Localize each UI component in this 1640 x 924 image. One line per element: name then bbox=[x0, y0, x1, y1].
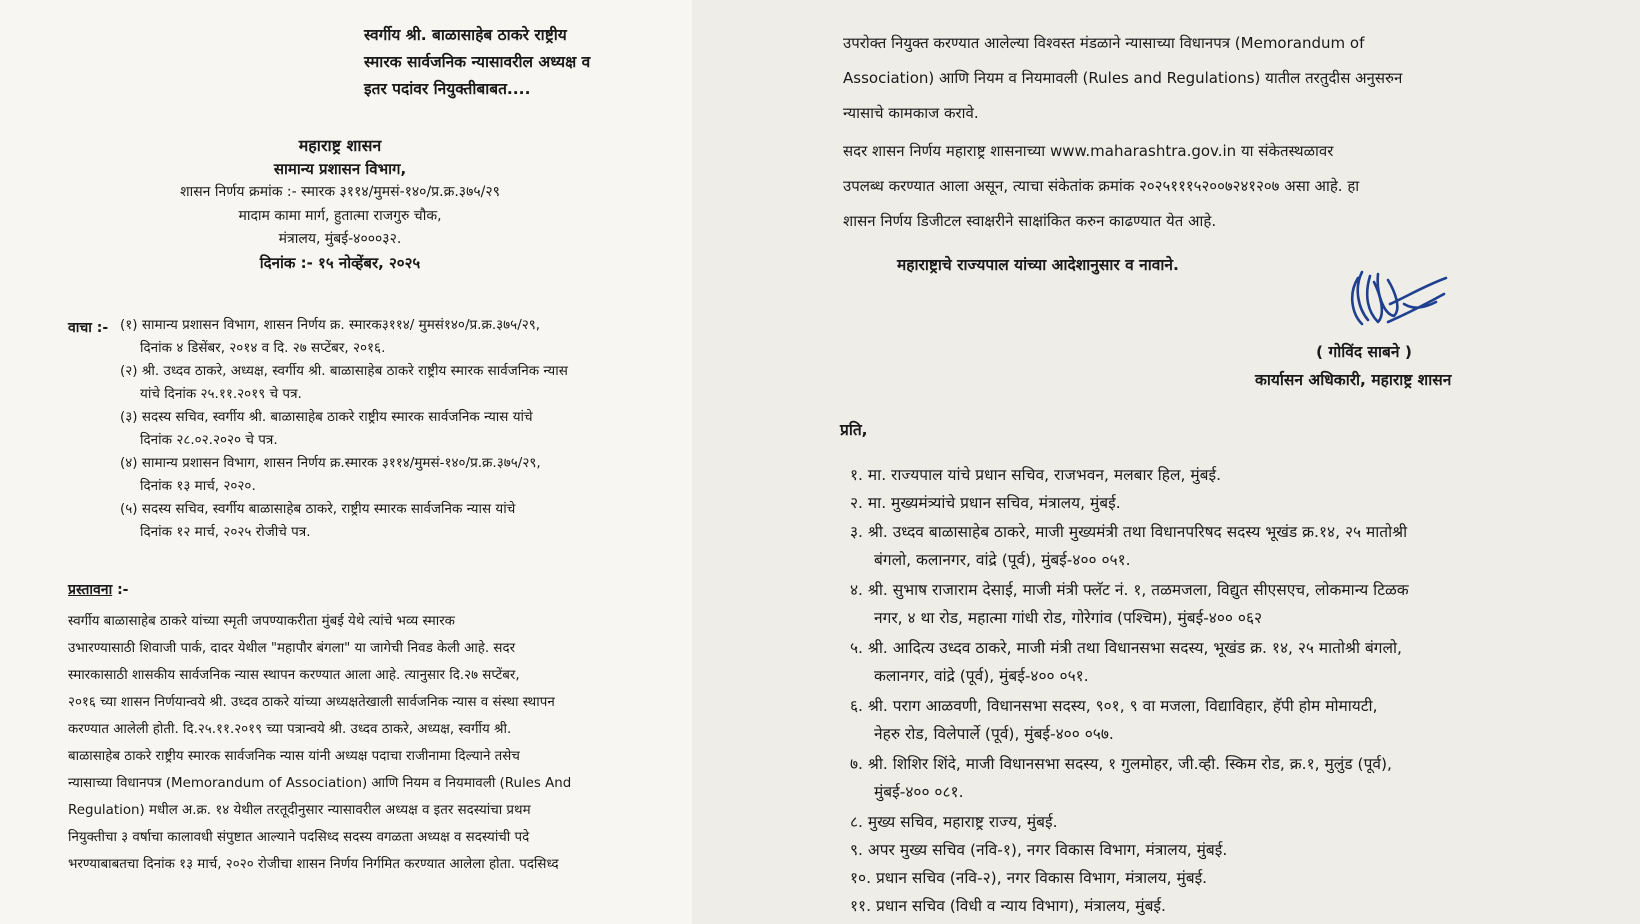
reference-line: (२) श्री. उध्दव ठाकरे, अध्यक्ष, स्वर्गीय श्री. बाळासाहेब ठाकरे राष्ट्रीय स्मारक सार्वजनिक न्यास bbox=[120, 363, 568, 379]
subject-line: स्वर्गीय श्री. बाळासाहेब ठाकरे राष्ट्रीय bbox=[364, 26, 567, 44]
copy-to-line: कलानगर, वांद्रे (पूर्व), मुंबई-४०० ०५१. bbox=[874, 667, 1089, 685]
governor-order-line: महाराष्ट्राचे राज्यपाल यांच्या आदेशानुसार व नावाने. bbox=[897, 256, 1179, 274]
reference-line: दिनांक १३ मार्च, २०२०. bbox=[140, 478, 256, 494]
copy-to-line: १. मा. राज्यपाल यांचे प्रधान सचिव, राजभवन, मलबार हिल, मुंबई. bbox=[850, 466, 1221, 484]
reference-line: दिनांक २८.०२.२०२० चे पत्र. bbox=[140, 432, 278, 448]
copy-to-line: ५. श्री. आदित्य उध्दव ठाकरे, माजी मंत्री तथा विधानसभा सदस्य, भूखंड क्र. १४, २५ मातोश्री बंगलो, bbox=[850, 639, 1402, 657]
signatory-designation: कार्यासन अधिकारी, महाराष्ट्र शासन bbox=[1255, 371, 1452, 389]
paragraph-line: २०१६ च्या शासन निर्णयान्वये श्री. उध्दव ठाकरे यांच्या अध्यक्षतेखाली सार्वजनिक न्यास व संस्था स्थापन bbox=[68, 695, 555, 710]
copy-to-item bbox=[850, 836, 1590, 864]
website-paragraph bbox=[843, 134, 1583, 239]
reference-line: दिनांक १२ मार्च, २०२५ रोजीचे पत्र. bbox=[140, 524, 311, 540]
copy-to-line: ३. श्री. उध्दव बाळासाहेब ठाकरे, माजी मुख्यमंत्री तथा विधानपरिषद सदस्य भूखंड क्र.१४, २५ मातोश्री bbox=[850, 523, 1408, 541]
copy-to-item bbox=[850, 808, 1590, 836]
document-header bbox=[130, 134, 550, 275]
address-line-1: मादाम कामा मार्ग, हुतात्मा राजगुरु चौक, bbox=[238, 207, 442, 224]
paragraph-line: उभारण्यासाठी शिवाजी पार्क, दादर येथील "महापौर बंगला" या जागेची निवड केली आहे. सदर bbox=[68, 641, 516, 656]
subject-block bbox=[364, 22, 664, 103]
department-name: सामान्य प्रशासन विभाग, bbox=[273, 159, 407, 178]
reference-line: दिनांक ४ डिसेंबर, २०१४ व दि. २७ सप्टेंबर, २०१६. bbox=[140, 340, 386, 356]
reference-item bbox=[120, 498, 660, 544]
paragraph-line: न्यासाच्या विधानपत्र (Memorandum of Association) आणि नियम व नियमावली (Rules And bbox=[68, 776, 572, 791]
copy-to-line: ४. श्री. सुभाष राजाराम देसाई, माजी मंत्री फ्लॅट नं. १, तळमजला, विद्युत सीएसएच, लोकमान्य टिळक bbox=[850, 581, 1409, 599]
copy-to-line: ६. श्री. पराग आळवणी, विधानसभा सदस्य, ९०१, ९ वा मजला, विद्याविहार, हॅपी होम मोमायटी, bbox=[850, 697, 1378, 715]
paragraph-line: नियुक्तीचा ३ वर्षाचा कालावधी संपुष्टात आल्याने पदसिध्द सदस्य वगळता अध्यक्ष व सदस्यांची पदे bbox=[68, 830, 530, 845]
prastavana-paragraph bbox=[68, 608, 640, 878]
copy-to-line: ११. प्रधान सचिव (विधी व न्याय विभाग), मंत्रालय, मुंबई. bbox=[850, 897, 1166, 915]
gr-number: शासन निर्णय क्रमांक :- स्मारक ३११४/मुमसं-१४०/प्र.क्र.३७५/२९ bbox=[180, 184, 500, 200]
prastavana-suffix: :- bbox=[112, 582, 129, 598]
reference-item bbox=[120, 452, 660, 498]
reference-line: (४) सामान्य प्रशासन विभाग, शासन निर्णय क्र.स्मारक ३११४/मुमसं-१४०/प्र.क्र.३७५/२९, bbox=[120, 455, 541, 471]
trust-work-paragraph bbox=[843, 26, 1583, 131]
copy-to-item bbox=[850, 864, 1590, 892]
copy-to-item bbox=[850, 892, 1590, 920]
paragraph-line: उपलब्ध करण्यात आला असून, त्याचा संकेतांक क्रमांक २०२५१११५२००७२४१२०७ असा आहे. हा bbox=[843, 177, 1360, 195]
paragraph-line: बाळासाहेब ठाकरे राष्ट्रीय स्मारक सार्वजनिक न्यास यांनी अध्यक्ष पदाचा राजीनामा दिल्याने तसेच bbox=[68, 749, 520, 764]
prati-label: प्रति, bbox=[840, 421, 868, 439]
copy-to-line: ७. श्री. शिशिर शिंदे, माजी विधानसभा सदस्य, १ गुलमोहर, जी.व्ही. स्किम रोड, क्र.१, मुलुंड (पूर्व), bbox=[850, 755, 1392, 773]
subject-line: इतर पदांवर नियुक्तीबाबत.... bbox=[364, 80, 531, 98]
prastavana-label: प्रस्तावना bbox=[68, 582, 113, 598]
copy-to-item bbox=[850, 750, 1590, 806]
copy-to-line: मुंबई-४०० ०८१. bbox=[874, 783, 964, 801]
reference-line: (१) सामान्य प्रशासन विभाग, शासन निर्णय क्र. स्मारक३११४/ मुमसं१४०/प्र.क्र.३७५/२९, bbox=[120, 317, 541, 333]
copy-to-line: २. मा. मुख्यमंत्र्यांचे प्रधान सचिव, मंत्रालय, मुंबई. bbox=[850, 494, 1121, 512]
subject-line: स्मारक सार्वजनिक न्यासावरील अध्यक्ष व bbox=[364, 53, 591, 71]
copy-to-item bbox=[850, 518, 1590, 574]
copy-to-line: बंगलो, कलानगर, वांद्रे (पूर्व), मुंबई-४०० ०५१. bbox=[874, 551, 1131, 569]
reference-line: (५) सदस्य सचिव, स्वर्गीय बाळासाहेब ठाकरे, राष्ट्रीय स्मारक सार्वजनिक न्यास यांचे bbox=[120, 501, 516, 517]
reference-item bbox=[120, 406, 660, 452]
paragraph-line: स्वर्गीय बाळासाहेब ठाकरे यांच्या स्मृती जपण्याकरीता मुंबई येथे त्यांचे भव्य स्मारक bbox=[68, 614, 455, 629]
copy-to-item bbox=[850, 489, 1590, 517]
copy-to-line: १०. प्रधान सचिव (नवि-२), नगर विकास विभाग, मंत्रालय, मुंबई. bbox=[850, 869, 1208, 887]
paragraph-line: शासन निर्णय डिजीटल स्वाक्षरीने साक्षांकित करुन काढण्यात येत आहे. bbox=[843, 212, 1217, 230]
signatory-name: ( गोविंद साबने ) bbox=[1316, 343, 1412, 361]
copy-to-line: नेहरु रोड, विलेपार्ले (पूर्व), मुंबई-४०० ०५७. bbox=[874, 725, 1114, 743]
paragraph-line: न्यासाचे कामकाज करावे. bbox=[843, 104, 979, 122]
copy-to-item bbox=[850, 576, 1590, 632]
copy-to-item bbox=[850, 461, 1590, 489]
document-date: दिनांक :- १५ नोव्हेंबर, २०२५ bbox=[259, 253, 421, 272]
paragraph-line: सदर शासन निर्णय महाराष्ट्र शासनाच्या www.maharashtra.gov.in या संकेतस्थळावर bbox=[843, 142, 1334, 160]
paragraph-line: भरण्याबाबतचा दिनांक १३ मार्च, २०२० रोजीचा शासन निर्णय निर्गमित करण्यात आलेला होता. पदसिध्द bbox=[68, 857, 559, 872]
paragraph-line: करण्यात आलेली होती. दि.२५.११.२०१९ च्या पत्रान्वये श्री. उध्दव ठाकरे, अध्यक्ष, स्वर्गीय श्री. bbox=[68, 722, 512, 737]
signature-image bbox=[1344, 264, 1454, 344]
reference-line: यांचे दिनांक २५.११.२०१९ चे पत्र. bbox=[140, 386, 302, 402]
copy-to-item bbox=[850, 692, 1590, 748]
paragraph-line: Association) आणि नियम व नियमावली (Rules and Regulations) यातील तरतुदीस अनुसरुन bbox=[843, 69, 1403, 87]
copy-to-line: ९. अपर मुख्य सचिव (नवि-१), नगर विकास विभाग, मंत्रालय, मुंबई. bbox=[850, 841, 1228, 859]
vacha-label: वाचा :- bbox=[68, 320, 109, 336]
prastavana-heading bbox=[68, 580, 129, 599]
copy-to-line: ८. मुख्य सचिव, महाराष्ट्र राज्य, मुंबई. bbox=[850, 813, 1058, 831]
reference-item bbox=[120, 360, 660, 406]
paragraph-line: स्मारकासाठी शासकीय सार्वजनिक न्यास स्थापन करण्यात आला आहे. त्यानुसार दि.२७ सप्टेंबर, bbox=[68, 668, 520, 683]
reference-line: (३) सदस्य सचिव, स्वर्गीय श्री. बाळासाहेब ठाकरे राष्ट्रीय स्मारक सार्वजनिक न्यास यांचे bbox=[120, 409, 533, 425]
left-page bbox=[0, 0, 692, 924]
reference-item bbox=[120, 314, 660, 360]
paragraph-line: उपरोक्त नियुक्त करण्यात आलेल्या विश्वस्त मंडळाने न्यासाच्या विधानपत्र (Memorandum of bbox=[843, 34, 1365, 52]
copy-to-line: नगर, ४ था रोड, महात्मा गांधी रोड, गोरेगांव (पश्चिम), मुंबई-४०० ०६२ bbox=[874, 609, 1263, 627]
government-name: महाराष्ट्र शासन bbox=[298, 136, 382, 155]
address-line-2: मंत्रालय, मुंबई-४०००३२. bbox=[278, 231, 402, 247]
copy-to-item bbox=[850, 634, 1590, 690]
paragraph-line: Regulation) मधील अ.क्र. १४ येथील तरतूदीनुसार न्यासावरील अध्यक्ष व इतर सदस्यांचा प्रथम bbox=[68, 803, 531, 818]
